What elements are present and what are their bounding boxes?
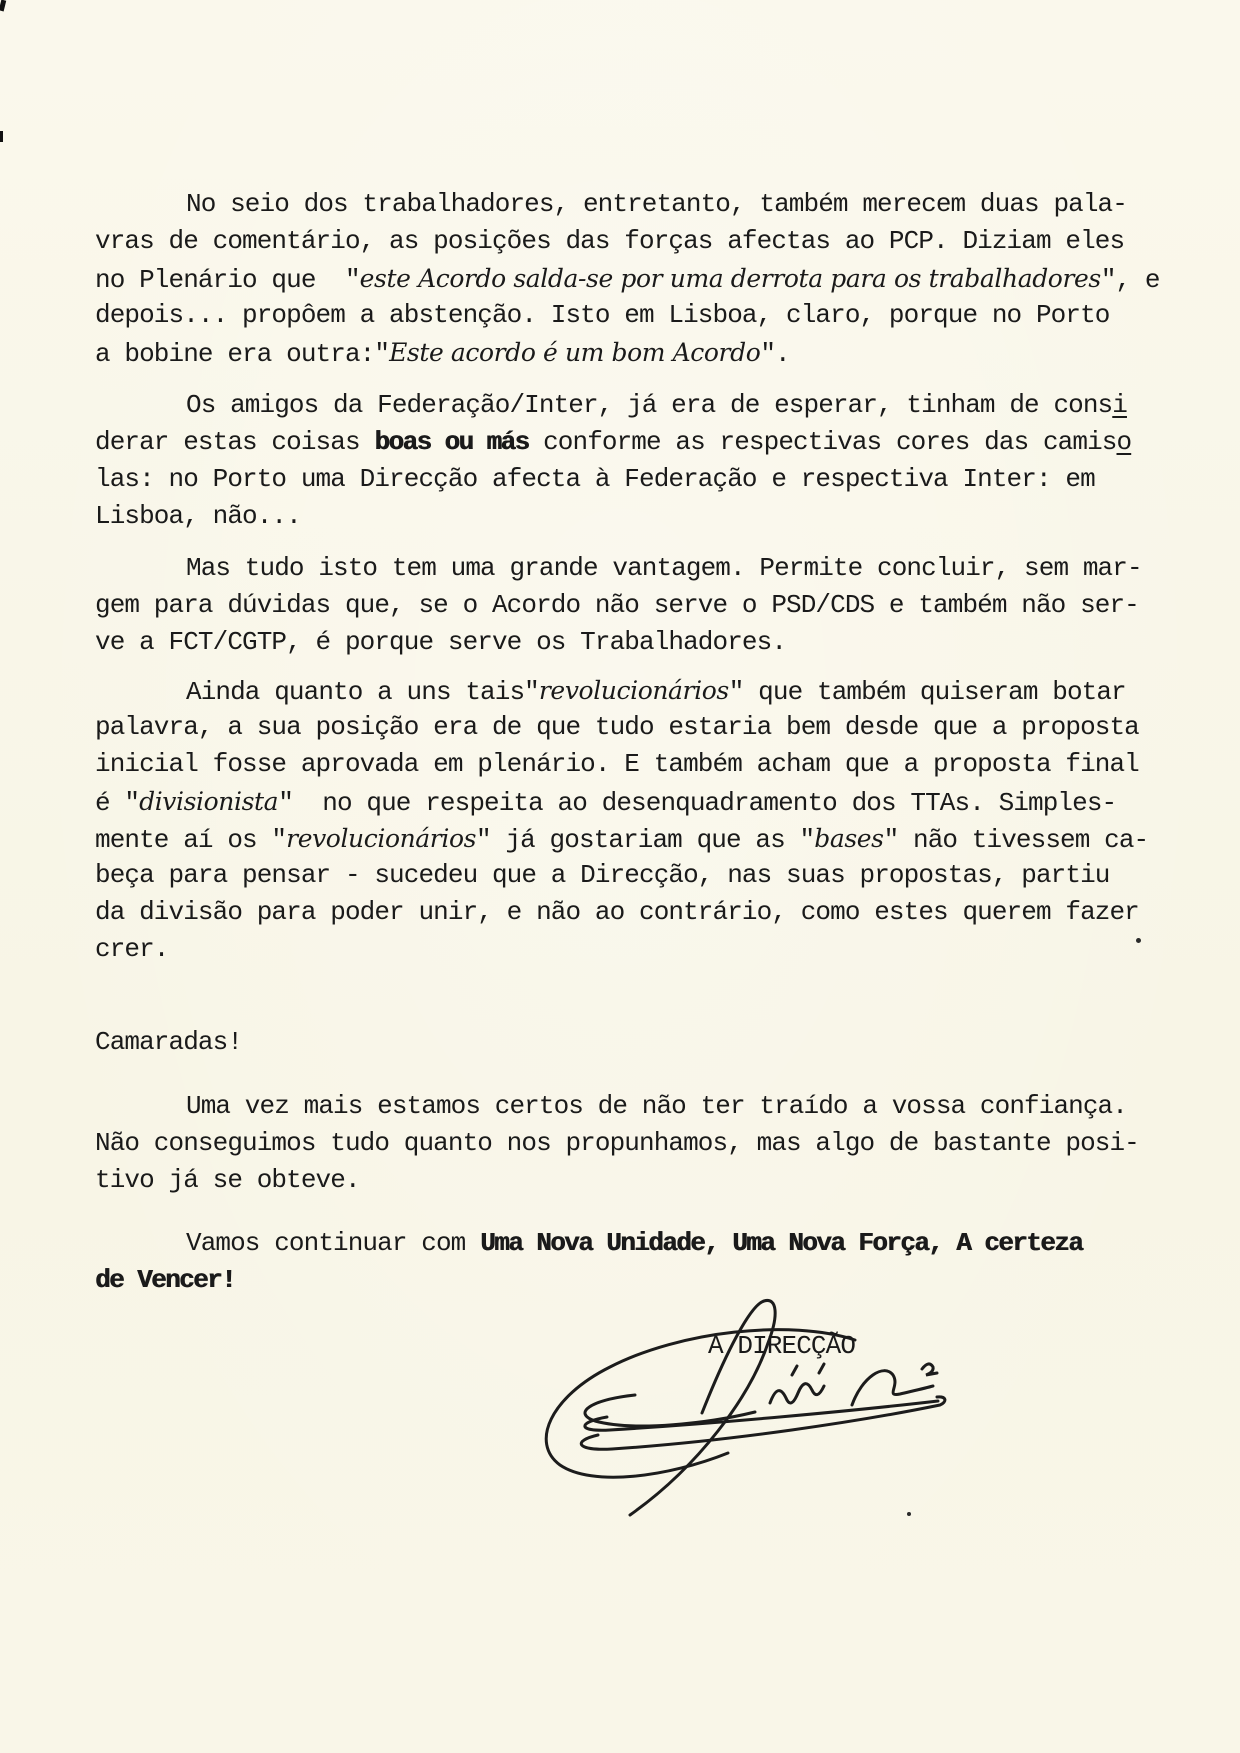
salutation	[95, 1024, 1220, 1061]
text-line	[95, 1225, 1220, 1262]
text-segment: vras de comentário, as posições das forças afectas ao PCP. Diziam eles	[95, 226, 1125, 256]
script-quote-segment: revolucionários	[286, 824, 477, 853]
text-segment: las: no Porto uma Direcção afecta à Federação e respectiva Inter: em	[95, 464, 1095, 494]
script-quote-segment: divisionista	[139, 787, 279, 816]
text-segment: ".	[760, 339, 790, 369]
text-line	[95, 387, 1220, 424]
text-segment: ve a FCT/CGTP, é porque serve os Trabalhadores.	[95, 627, 787, 657]
text-segment: no Plenário que "	[95, 265, 360, 295]
text-segment: depois... propôem a abstenção. Isto em Lisboa, claro, porque no Porto	[95, 300, 1110, 330]
text-segment: " que também quiseram botar	[728, 677, 1126, 707]
text-line	[95, 894, 1220, 931]
text-segment: No seio dos trabalhadores, entretanto, também merecem duas pala-	[186, 189, 1127, 219]
text-line	[95, 820, 1220, 857]
paragraph-revolucionarios	[95, 672, 1220, 968]
text-segment: crer.	[95, 934, 169, 964]
text-segment: palavra, a sua posição era de que tudo estaria bem desde que a proposta	[95, 712, 1139, 742]
text-line	[95, 297, 1220, 334]
text-segment: tivo já se obteve.	[95, 1165, 360, 1195]
text-segment: o	[1116, 427, 1132, 457]
script-quote-segment: revolucionários	[538, 676, 729, 705]
text-line	[95, 334, 1220, 371]
script-quote-segment: Este acordo é um bom Acordo	[389, 338, 761, 367]
text-line	[95, 1125, 1220, 1162]
text-segment: beça para pensar - sucedeu que a Direcção, nas suas propostas, partiu	[95, 860, 1110, 890]
text-line	[95, 260, 1220, 297]
text-segment: boas ou más	[374, 427, 529, 457]
text-line	[95, 857, 1220, 894]
text-line	[95, 186, 1220, 223]
paragraph-vantagem	[95, 550, 1220, 661]
text-segment: conforme as respectivas cores das camis	[528, 427, 1117, 457]
text-segment: Os amigos da Federação/Inter, já era de esperar, tinham de cons	[186, 390, 1113, 420]
paragraph-confianca	[95, 1088, 1220, 1199]
scan-artifact	[0, 131, 3, 142]
text-segment: " não tivessem ca-	[883, 825, 1149, 855]
text-line	[95, 1024, 1220, 1061]
text-segment: Uma vez mais estamos certos de não ter traído a vossa confiança.	[186, 1091, 1127, 1121]
text-line	[95, 1088, 1220, 1125]
text-line	[95, 1162, 1220, 1199]
scan-artifact	[0, 0, 6, 11]
text-segment: " no que respeita ao desenquadramento dos TTAs. Simples-	[278, 788, 1117, 818]
text-segment: mente aí os "	[95, 825, 287, 855]
text-line	[95, 550, 1220, 587]
text-segment: a bobine era outra:"	[95, 339, 390, 369]
text-segment: é "	[95, 788, 140, 818]
text-line	[95, 461, 1220, 498]
text-segment: Mas tudo isto tem uma grande vantagem. Permite concluir, sem mar-	[186, 553, 1142, 583]
script-quote-segment: bases	[814, 824, 884, 853]
text-line	[95, 498, 1220, 535]
document-body	[95, 186, 1220, 1299]
text-line	[95, 624, 1220, 661]
text-line	[95, 783, 1220, 820]
text-segment: Uma Nova Unidade, Uma Nova Força, A certeza	[480, 1228, 1083, 1258]
text-line	[95, 931, 1220, 968]
text-line	[95, 587, 1220, 624]
text-segment: inicial fosse aprovada em plenário. E também acham que a proposta final	[95, 749, 1139, 779]
text-segment: Não conseguimos tudo quanto nos propunhamos, mas algo de bastante posi-	[95, 1128, 1139, 1158]
text-segment: da divisão para poder unir, e não ao contrário, como estes querem fazer	[95, 897, 1139, 927]
text-segment: ", e	[1100, 265, 1160, 295]
text-segment: gem para dúvidas que, se o Acordo não serve o PSD/CDS e também não ser-	[95, 590, 1139, 620]
script-quote-segment: este Acordo salda-se por uma derrota para os trabalhadores	[359, 264, 1101, 293]
text-segment: de Vencer!	[95, 1265, 236, 1295]
text-line	[95, 223, 1220, 260]
text-line	[95, 424, 1220, 461]
text-segment: derar estas coisas	[95, 427, 375, 457]
text-line	[95, 709, 1220, 746]
paragraph-pcp	[95, 186, 1220, 371]
signature-block	[470, 1285, 970, 1535]
text-segment: Camaradas!	[95, 1027, 243, 1057]
text-line	[95, 672, 1220, 709]
text-segment: i	[1112, 390, 1127, 420]
handwritten-signature	[470, 1285, 970, 1535]
paragraph-federacao	[95, 387, 1220, 535]
text-segment: " já gostariam que as "	[476, 825, 815, 855]
signature-label: A DIRECÇÃO	[708, 1331, 856, 1361]
text-line	[95, 746, 1220, 783]
text-segment: Ainda quanto a uns tais"	[186, 677, 539, 707]
text-segment: Lisboa, não...	[95, 501, 301, 531]
text-segment: Vamos continuar com	[186, 1228, 481, 1258]
